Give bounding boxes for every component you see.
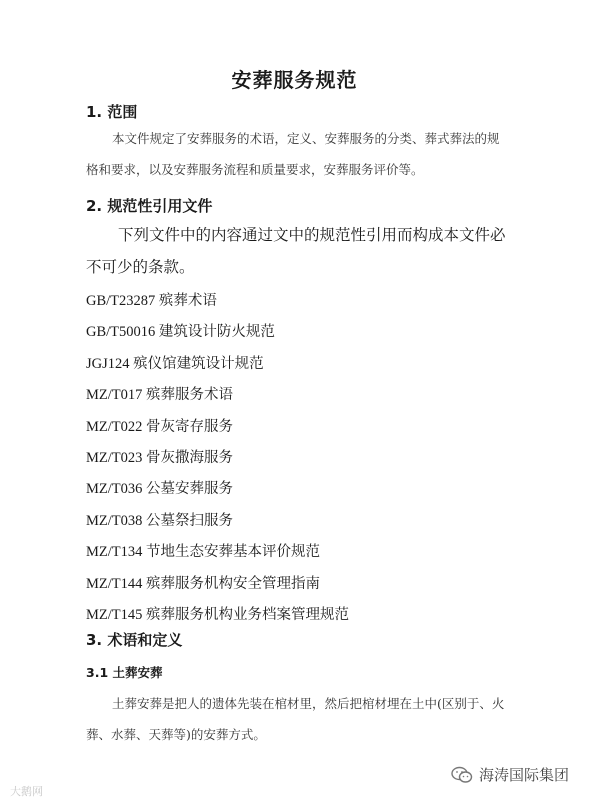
watermark-left: 大鹅网 — [10, 785, 43, 798]
reference-item: MZ/T022 骨灰寄存服务 — [86, 418, 234, 435]
section-references-text — [86, 219, 506, 283]
references-text: 下列文件中的内容通过文中的规范性引用而构成本文件必不可少的条款。 — [86, 226, 506, 276]
document-title: 安葬服务规范 — [231, 68, 358, 92]
scope-text: 本文件规定了安葬服务的术语，定义、安葬服务的分类、葬式葬法的规格和要求，以及安葬服务流程和质量要求，安葬服务评价等。 — [86, 131, 500, 177]
section-scope-heading: 1. 范围 — [86, 103, 138, 121]
reference-item: MZ/T036 公墓安葬服务 — [86, 481, 234, 498]
reference-item: MZ/T144 殡葬服务机构安全管理指南 — [86, 575, 321, 592]
section-terms-subheading: 3.1 土葬安葬 — [86, 665, 163, 680]
wechat-icon — [451, 766, 473, 784]
section-terms-heading: 3. 术语和定义 — [86, 631, 183, 649]
section-references-heading: 2. 规范性引用文件 — [86, 197, 213, 215]
reference-item: MZ/T017 殡葬服务术语 — [86, 387, 234, 404]
section-scope-text — [86, 123, 506, 185]
reference-list — [86, 286, 349, 631]
reference-item: GB/T50016 建筑设计防火规范 — [86, 324, 275, 341]
reference-item: GB/T23287 殡葬术语 — [86, 293, 217, 309]
reference-item: JGJ124 殡仪馆建筑设计规范 — [86, 355, 264, 372]
section-terms-text — [86, 688, 506, 750]
reference-item: MZ/T023 骨灰撒海服务 — [86, 449, 234, 466]
watermark-right-text: 海涛国际集团 — [478, 766, 569, 784]
watermark-right — [451, 764, 569, 785]
reference-item: MZ/T038 公墓祭扫服务 — [86, 512, 234, 529]
reference-item: MZ/T145 殡葬服务机构业务档案管理规范 — [86, 606, 350, 623]
reference-item: MZ/T134 节地生态安葬基本评价规范 — [86, 544, 321, 561]
terms-text: 土葬安葬是把人的遗体先装在棺材里，然后把棺材埋在土中(区别于、火葬、水葬、天葬等)的安葬方式。 — [86, 696, 505, 742]
